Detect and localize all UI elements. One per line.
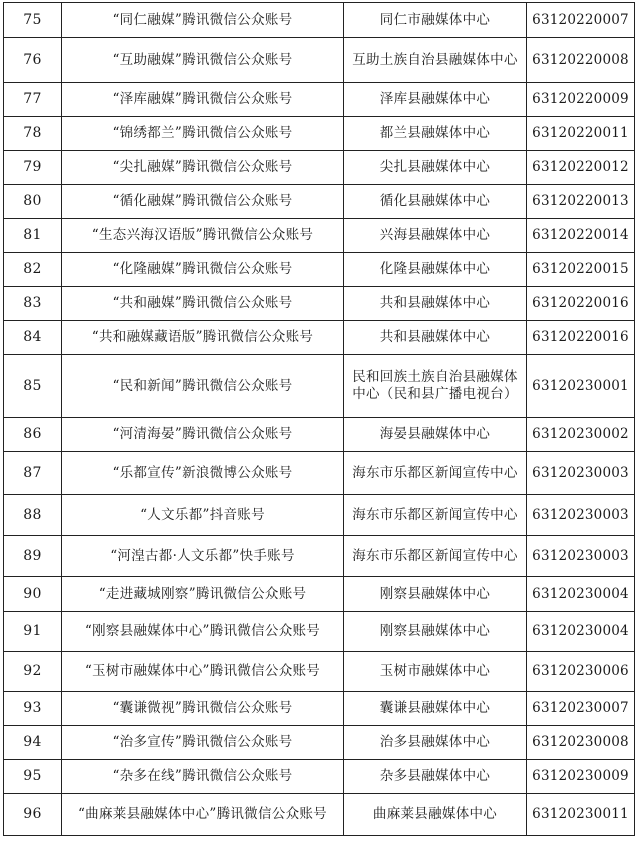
code-cell: 63120220011	[527, 117, 635, 151]
row-number-cell: 89	[4, 536, 62, 577]
organization-cell: 互助土族自治县融媒体中心	[344, 38, 527, 83]
table-row	[4, 253, 635, 287]
table-row	[4, 185, 635, 219]
account-name-cell: “尖扎融媒”腾讯微信公众账号	[62, 151, 344, 185]
account-name-cell: “互助融媒”腾讯微信公众账号	[62, 38, 344, 83]
table-row	[4, 495, 635, 536]
row-number-cell: 86	[4, 418, 62, 452]
row-number-cell: 87	[4, 452, 62, 495]
row-number-cell: 79	[4, 151, 62, 185]
code-cell: 63120230006	[527, 652, 635, 692]
code-cell: 63120220016	[527, 321, 635, 355]
row-number-cell: 85	[4, 355, 62, 418]
code-cell: 63120230009	[527, 760, 635, 794]
table-row	[4, 151, 635, 185]
account-name-cell: “生态兴海汉语版”腾讯微信公众账号	[62, 219, 344, 253]
code-cell: 63120220015	[527, 253, 635, 287]
table-row	[4, 577, 635, 612]
account-name-cell: “人文乐都”抖音账号	[62, 495, 344, 536]
table-row	[4, 794, 635, 836]
row-number-cell: 77	[4, 83, 62, 117]
code-cell: 63120220014	[527, 219, 635, 253]
organization-cell: 海晏县融媒体中心	[344, 418, 527, 452]
code-cell: 63120230002	[527, 418, 635, 452]
organization-cell: 都兰县融媒体中心	[344, 117, 527, 151]
row-number-cell: 90	[4, 577, 62, 612]
account-name-cell: “杂多在线”腾讯微信公众账号	[62, 760, 344, 794]
organization-cell: 玉树市融媒体中心	[344, 652, 527, 692]
table-row	[4, 38, 635, 83]
table-row	[4, 726, 635, 760]
account-name-cell: “河清海晏”腾讯微信公众账号	[62, 418, 344, 452]
code-cell: 63120230003	[527, 536, 635, 577]
row-number-cell: 88	[4, 495, 62, 536]
row-number-cell: 75	[4, 3, 62, 38]
organization-cell: 同仁市融媒体中心	[344, 3, 527, 38]
table-row	[4, 536, 635, 577]
code-cell: 63120230007	[527, 692, 635, 726]
code-cell: 63120230008	[527, 726, 635, 760]
organization-cell: 泽库县融媒体中心	[344, 83, 527, 117]
code-cell: 63120220008	[527, 38, 635, 83]
row-number-cell: 96	[4, 794, 62, 836]
account-name-cell: “锦绣都兰”腾讯微信公众账号	[62, 117, 344, 151]
table-row	[4, 452, 635, 495]
code-cell: 63120220013	[527, 185, 635, 219]
organization-cell: 海东市乐都区新闻宣传中心	[344, 452, 527, 495]
organization-cell: 囊谦县融媒体中心	[344, 692, 527, 726]
table-row	[4, 3, 635, 38]
table-row	[4, 355, 635, 418]
organization-cell: 曲麻莱县融媒体中心	[344, 794, 527, 836]
account-name-cell: “民和新闻”腾讯微信公众账号	[62, 355, 344, 418]
organization-cell: 化隆县融媒体中心	[344, 253, 527, 287]
account-name-cell: “共和融媒”腾讯微信公众账号	[62, 287, 344, 321]
row-number-cell: 82	[4, 253, 62, 287]
account-name-cell: “走进藏城刚察”腾讯微信公众账号	[62, 577, 344, 612]
table-row	[4, 652, 635, 692]
row-number-cell: 76	[4, 38, 62, 83]
row-number-cell: 78	[4, 117, 62, 151]
organization-cell: 刚察县融媒体中心	[344, 577, 527, 612]
account-name-cell: “化隆融媒”腾讯微信公众账号	[62, 253, 344, 287]
account-name-cell: “曲麻莱县融媒体中心”腾讯微信公众账号	[62, 794, 344, 836]
organization-cell: 民和回族土族自治县融媒体中心（民和县广播电视台）	[344, 355, 527, 418]
code-cell: 63120230001	[527, 355, 635, 418]
account-name-cell: “河湟古都·人文乐都”快手账号	[62, 536, 344, 577]
row-number-cell: 91	[4, 612, 62, 652]
account-name-cell: “刚察县融媒体中心”腾讯微信公众账号	[62, 612, 344, 652]
account-name-cell: “同仁融媒”腾讯微信公众账号	[62, 3, 344, 38]
code-cell: 63120230011	[527, 794, 635, 836]
code-cell: 63120230004	[527, 577, 635, 612]
row-number-cell: 93	[4, 692, 62, 726]
organization-cell: 海东市乐都区新闻宣传中心	[344, 495, 527, 536]
media-account-table	[3, 2, 635, 836]
code-cell: 63120220007	[527, 3, 635, 38]
account-name-cell: “治多宣传”腾讯微信公众账号	[62, 726, 344, 760]
code-cell: 63120230003	[527, 495, 635, 536]
table-row	[4, 287, 635, 321]
organization-cell: 尖扎县融媒体中心	[344, 151, 527, 185]
organization-cell: 共和县融媒体中心	[344, 321, 527, 355]
table-row	[4, 219, 635, 253]
account-name-cell: “共和融媒藏语版”腾讯微信公众账号	[62, 321, 344, 355]
row-number-cell: 81	[4, 219, 62, 253]
code-cell: 63120220012	[527, 151, 635, 185]
table-row	[4, 321, 635, 355]
table-body	[4, 3, 635, 836]
code-cell: 63120220009	[527, 83, 635, 117]
table-row	[4, 692, 635, 726]
organization-cell: 海东市乐都区新闻宣传中心	[344, 536, 527, 577]
account-name-cell: “循化融媒”腾讯微信公众账号	[62, 185, 344, 219]
row-number-cell: 84	[4, 321, 62, 355]
account-name-cell: “泽库融媒”腾讯微信公众账号	[62, 83, 344, 117]
account-name-cell: “玉树市融媒体中心”腾讯微信公众账号	[62, 652, 344, 692]
organization-cell: 循化县融媒体中心	[344, 185, 527, 219]
row-number-cell: 80	[4, 185, 62, 219]
row-number-cell: 94	[4, 726, 62, 760]
table-row	[4, 117, 635, 151]
code-cell: 63120230003	[527, 452, 635, 495]
organization-cell: 兴海县融媒体中心	[344, 219, 527, 253]
row-number-cell: 83	[4, 287, 62, 321]
code-cell: 63120220016	[527, 287, 635, 321]
table-row	[4, 612, 635, 652]
row-number-cell: 92	[4, 652, 62, 692]
table-row	[4, 83, 635, 117]
table-row	[4, 418, 635, 452]
organization-cell: 共和县融媒体中心	[344, 287, 527, 321]
organization-cell: 杂多县融媒体中心	[344, 760, 527, 794]
account-name-cell: “乐都宣传”新浪微博公众账号	[62, 452, 344, 495]
organization-cell: 治多县融媒体中心	[344, 726, 527, 760]
code-cell: 63120230004	[527, 612, 635, 652]
row-number-cell: 95	[4, 760, 62, 794]
organization-cell: 刚察县融媒体中心	[344, 612, 527, 652]
account-name-cell: “囊谦微视”腾讯微信公众账号	[62, 692, 344, 726]
table-row	[4, 760, 635, 794]
